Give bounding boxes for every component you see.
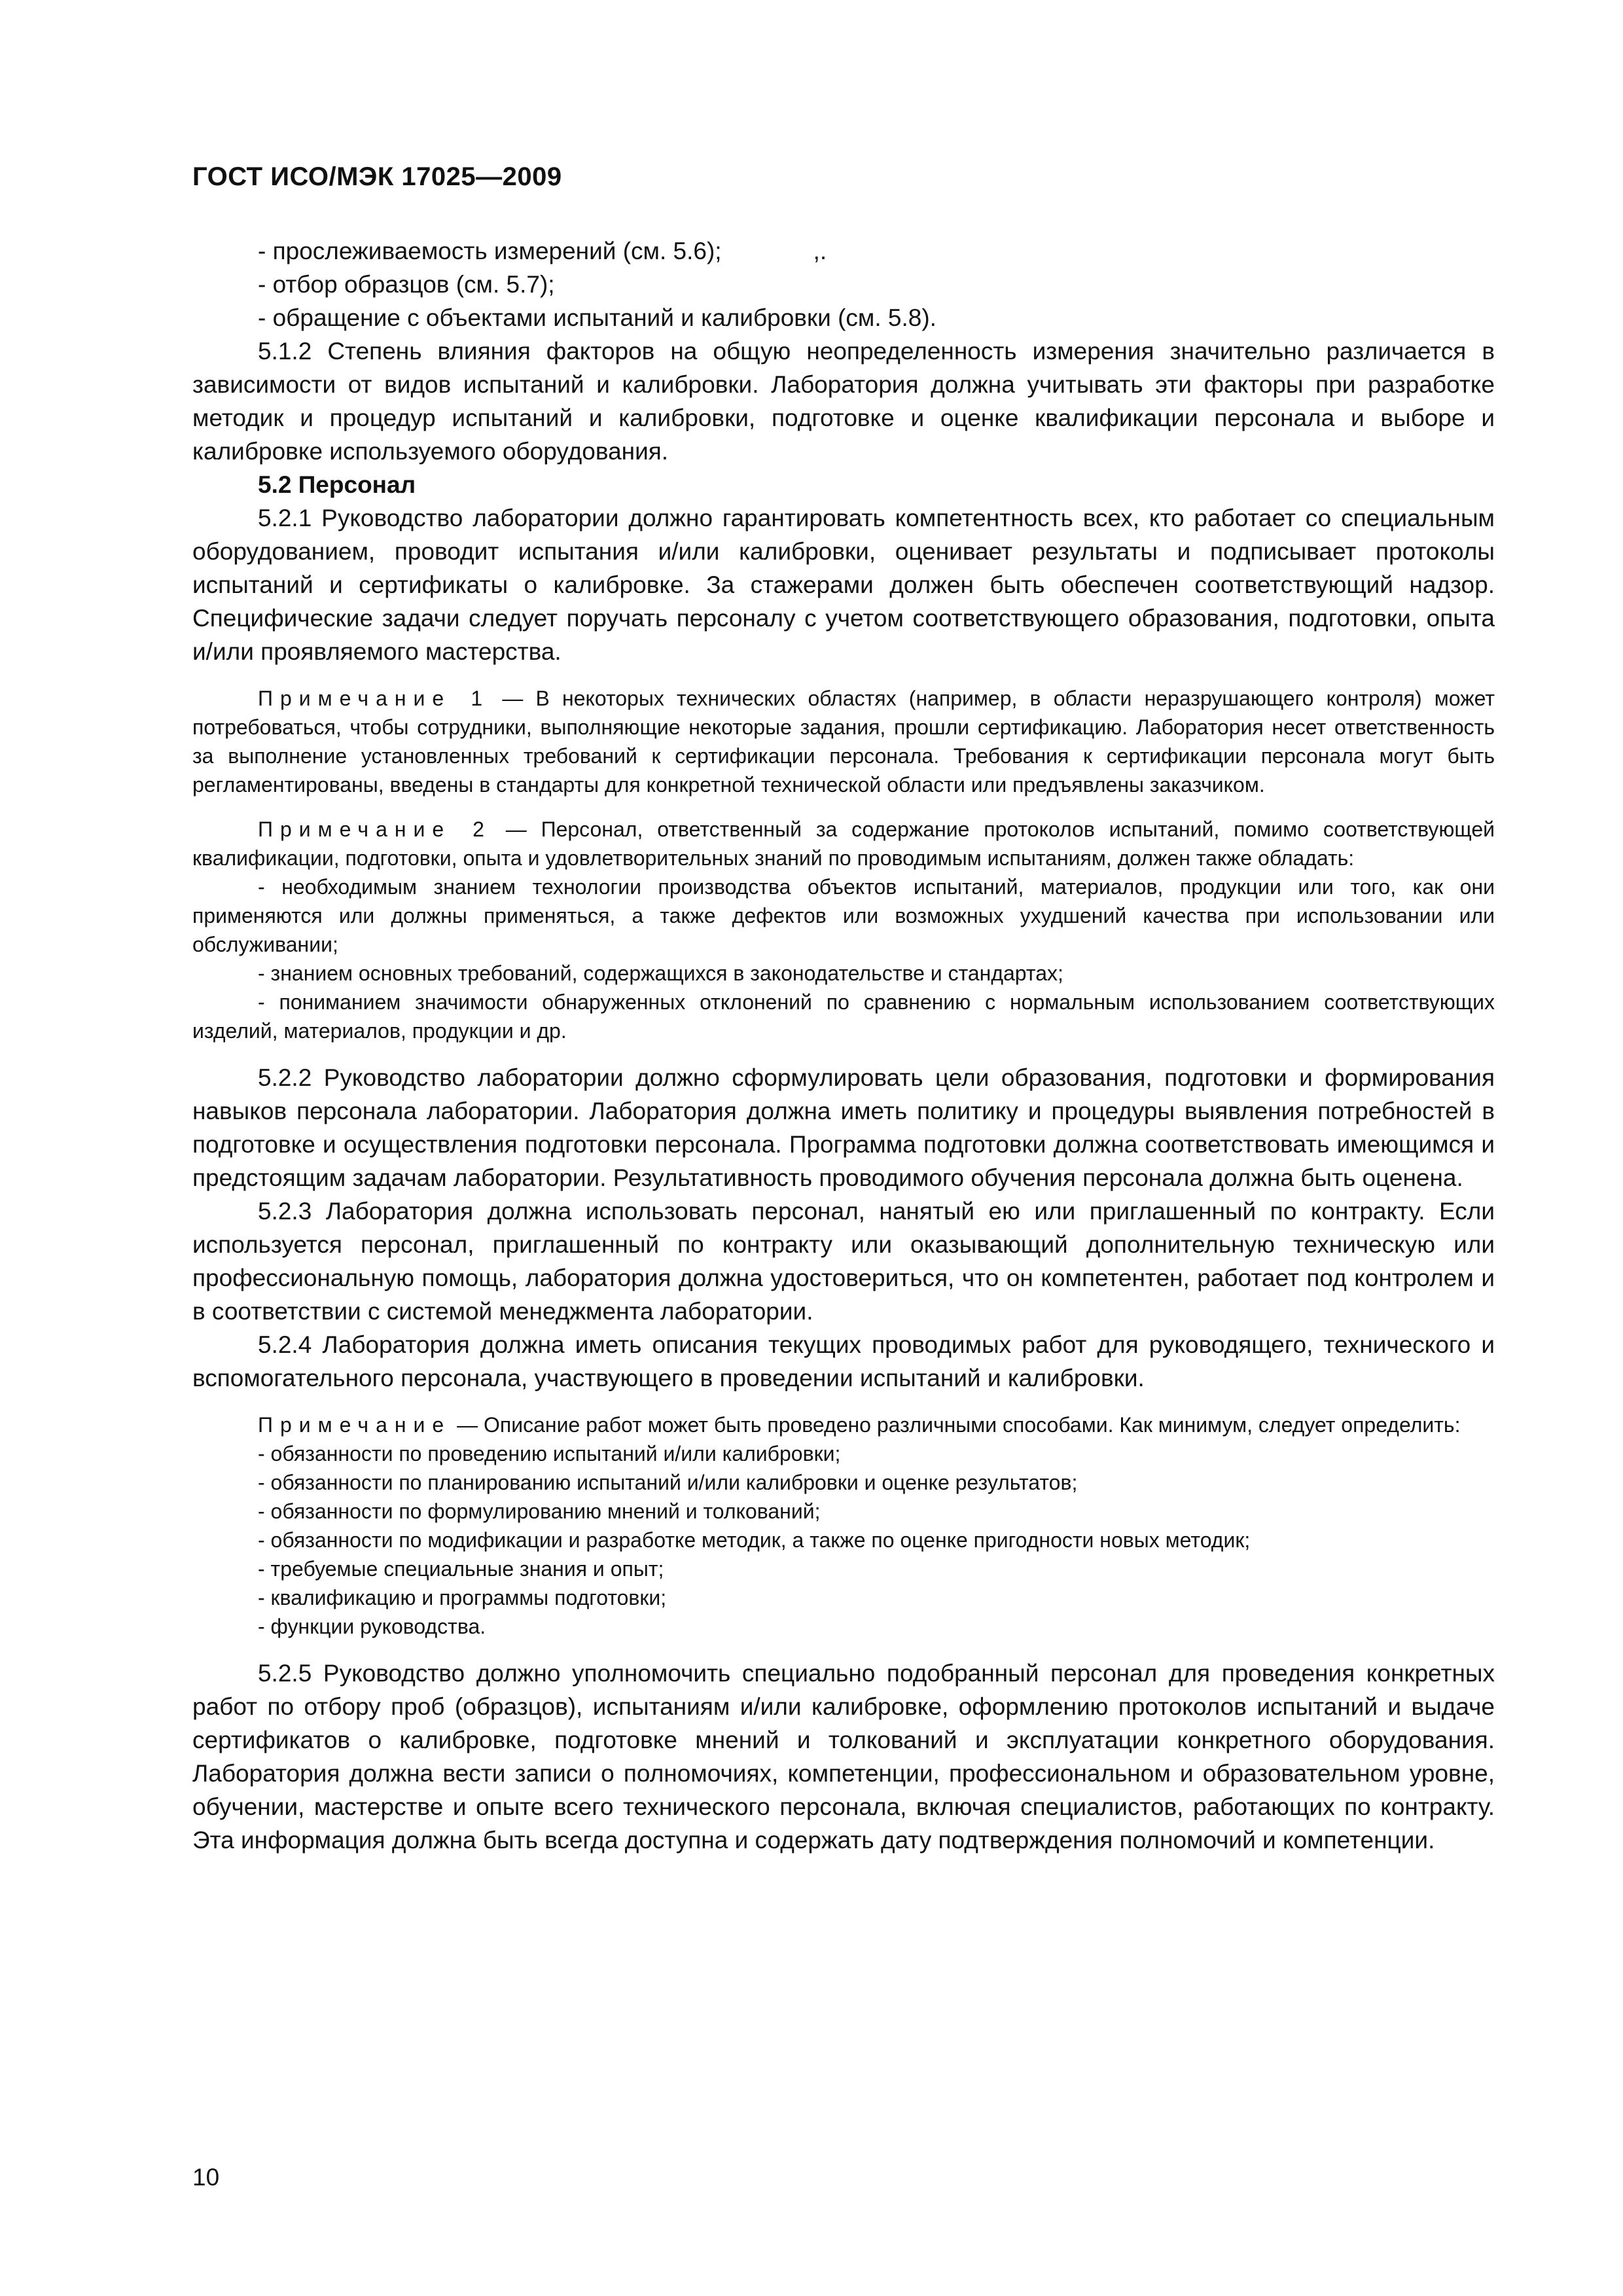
note-list-item: - обязанности по модификации и разработке методик, а также по оценке пригодности новых методик; [258, 1528, 1251, 1552]
paragraph-5-2-4: 5.2.4 Лаборатория должна иметь описания текущих проводимых работ для руководящего, технического и вспомогательного персонала, участвующего в проведении испытаний и калибровки. [192, 1331, 1495, 1391]
note-text: — Описание работ может быть проведено различными способами. Как минимум, следует определить: [451, 1413, 1461, 1437]
note-list-item: - квалификацию и программы подготовки; [258, 1586, 667, 1609]
note-1 [192, 684, 1495, 799]
note-list-item: - обязанности по формулированию мнений и толкований; [258, 1499, 821, 1523]
note-label: Примечание 2 [258, 817, 491, 841]
note-text: — В некоторых технических областях (например, в области неразрушающего контроля) может потребоваться, чтобы сотрудники, выполняющие некоторые задания, прошли сертификацию. Лаборатория несет ответственность за выполнение установленных требований к сертификации персонала. Требования к сертификации персонала могут быть регламентированы, введены в стандарты для конкретной технической области или предъявлены заказчиком. [192, 687, 1495, 797]
paragraph-5-1-2: 5.1.2 Степень влияния факторов на общую неопределенность измерения значительно различается в зависимости от видов испытаний и калибровки. Лаборатория должна учитывать эти факторы при разработке методик и процедур испытаний и калибровки, подготовке и оценке квалификации персонала и выборе и калибровке используемого оборудования. [192, 338, 1495, 465]
note-list-item: - знанием основных требований, содержащихся в законодательстве и стандартах; [258, 961, 1063, 985]
page-content [192, 234, 1495, 1857]
paragraph-5-2-5: 5.2.5 Руководство должно уполномочить специально подобранный персонал для проведения конкретных работ по отбору проб (образцов), испытаниям и/или калибровке, оформлению протоколов испытаний и выдаче сертификатов о калибровке, подготовке мнений и толкований и эксплуатации конкретного оборудования. Лаборатория должна вести записи о полномочиях, компетенции, профессиональном и образовательном уровне, обучении, мастерстве и опыте всего технического персонала, включая специалистов, работающих по контракту. Эта информация должна быть всегда доступна и содержать дату подтверждения полномочий и компетенции. [192, 1660, 1495, 1854]
note-list-item: - обязанности по планированию испытаний и/или калибровки и оценке результатов; [258, 1471, 1078, 1494]
page-number: 10 [192, 2164, 220, 2191]
note-3 [192, 1410, 1495, 1439]
note-list-item: - требуемые специальные знания и опыт; [258, 1557, 664, 1581]
note-list-item: - пониманием значимости обнаруженных отклонений по сравнению с нормальным использованием соответствующих изделий, материалов, продукции и др. [192, 990, 1495, 1043]
section-heading: 5.2 Персонал [258, 471, 416, 498]
list-item-text: - прослеживаемость измерений (см. 5.6); [258, 238, 722, 264]
note-list-item: - обязанности по проведению испытаний и/или калибровки; [258, 1442, 841, 1465]
note-list-item: - функции руководства. [258, 1615, 486, 1638]
list-item: - отбор образцов (см. 5.7); [258, 271, 555, 298]
stray-mark: ,. [813, 238, 827, 264]
paragraph-5-2-2: 5.2.2 Руководство лаборатории должно сформулировать цели образования, подготовки и формирования навыков персонала лаборатории. Лаборатория должна иметь политику и процедуры выявления потребностей в подготовке и осуществления подготовки персонала. Программа подготовки должна соответствовать имеющимся и предстоящим задачам лаборатории. Результативность проводимого обучения персонала должна быть оценена. [192, 1064, 1495, 1191]
note-2 [192, 815, 1495, 872]
list-item: - обращение с объектами испытаний и калибровки (см. 5.8). [258, 304, 936, 331]
note-list-item: - необходимым знанием технологии производства объектов испытаний, материалов, продукции или того, как они применяются или должны применяться, а также дефектов или возможных ухудшений качества при использовании или обслуживании; [192, 875, 1495, 956]
paragraph-5-2-1: 5.2.1 Руководство лаборатории должно гарантировать компетентность всех, кто работает со специальным оборудованием, проводит испытания и/или калибровки, оценивает результаты и подписывает протоколы испытаний и сертификаты о калибровке. За стажерами должен быть обеспечен соответствующий надзор. Специфические задачи следует поручать персоналу с учетом соответствующего образования, подготовки, опыта и/или проявляемого мастерства. [192, 505, 1495, 665]
list-item [192, 234, 1495, 268]
note-label: Примечание 1 [258, 687, 490, 710]
note-text: — Персонал, ответственный за содержание протоколов испытаний, помимо соответствующей квалификации, подготовки, опыта и удовлетворительных знаний по проводимым испытаниям, должен также обладать: [192, 817, 1495, 870]
note-label: Примечание [258, 1413, 452, 1437]
document-header: ГОСТ ИСО/МЭК 17025—2009 [192, 162, 562, 191]
paragraph-5-2-3: 5.2.3 Лаборатория должна использовать персонал, нанятый ею или приглашенный по контракту. Если используется персонал, приглашенный по контракту или оказывающий дополнительную техническую или профессиональную помощь, лаборатория должна удостовериться, что он компетентен, работает под контролем и в соответствии с системой менеджмента лаборатории. [192, 1198, 1495, 1325]
